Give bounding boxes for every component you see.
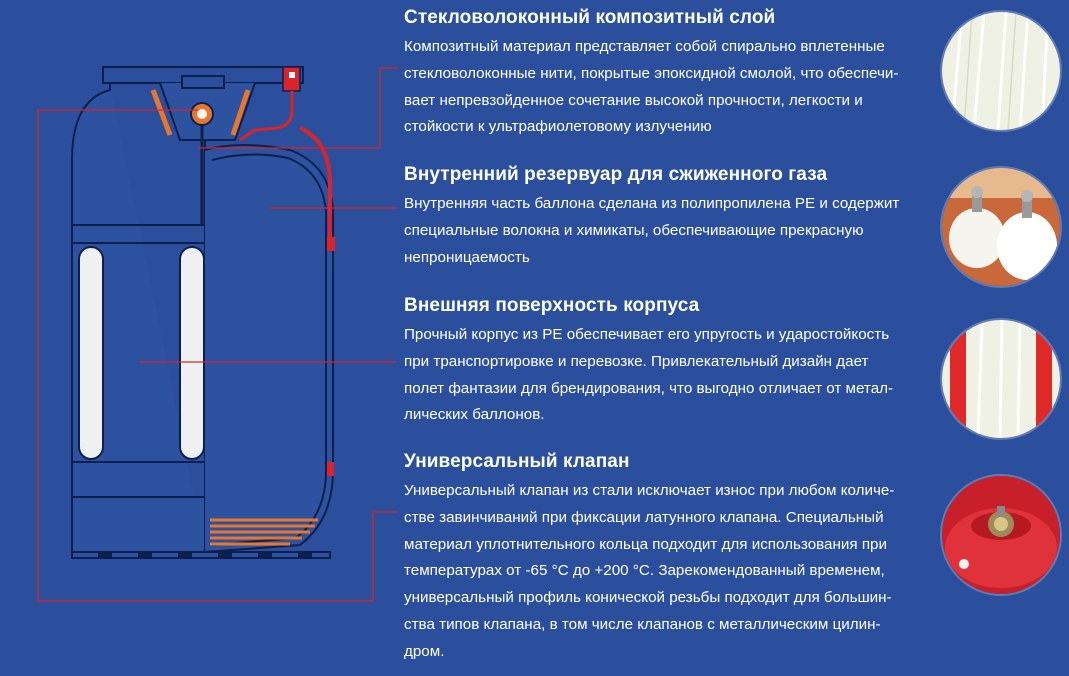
cylinder-base [72, 552, 330, 558]
section-body: Композитный материал представляет собой спирально вплетенные стекловолоконные нити, покрытые эпоксидной смолой, что обеспечи- вает непревзойденное сочетание высокой прочности, легкости и стойкости к ультрафиолетовому излучению [404, 38, 899, 136]
section-title: Внутренний резервуар для сжиженного газа [404, 164, 828, 185]
section-composite-layer [404, 6, 924, 141]
fiberglass-texture-image [942, 12, 1060, 130]
inner-tanks-image [942, 168, 1060, 286]
left-window [79, 247, 103, 459]
section-body: Универсальный клапан из стали исключает износ при любом количе- стве завинчиваний при фиксации латунного клапана. Специальный материал уплотнительного кольца подходит для использования при температурах от -65 °С до +200 °С. Зарекомендованный временем, универсальный профиль конической резьбы подходит для большин- ства типов клапана, в том числе клапанов с металлическим цилин- дром. [404, 482, 895, 660]
section-body: Внутренняя часть баллона сделана из полипропилена PE и содержит специальные волокна и химикаты, обеспечивающие прекрасную непроницаемость [404, 195, 900, 266]
right-window [180, 247, 204, 459]
inner-tank [205, 145, 333, 552]
section-inner-tank [404, 163, 924, 271]
section-title: Внешняя поверхность корпуса [404, 295, 700, 316]
outer-surface-image [942, 320, 1060, 438]
section-title: Универсальный клапан [404, 451, 630, 472]
section-outer-surface [404, 294, 924, 429]
section-title: Стекловолоконный композитный слой [404, 7, 776, 28]
section-body: Прочный корпус из PE обеспечивает его упругость и ударостойкость при транспортировке и перевозке. Привлекательный дизайн дает полет фантазии для брендирования, что выгодно отличает от метал- лических баллонов. [404, 326, 894, 424]
valve-image [942, 476, 1060, 594]
section-universal-valve [404, 450, 924, 666]
